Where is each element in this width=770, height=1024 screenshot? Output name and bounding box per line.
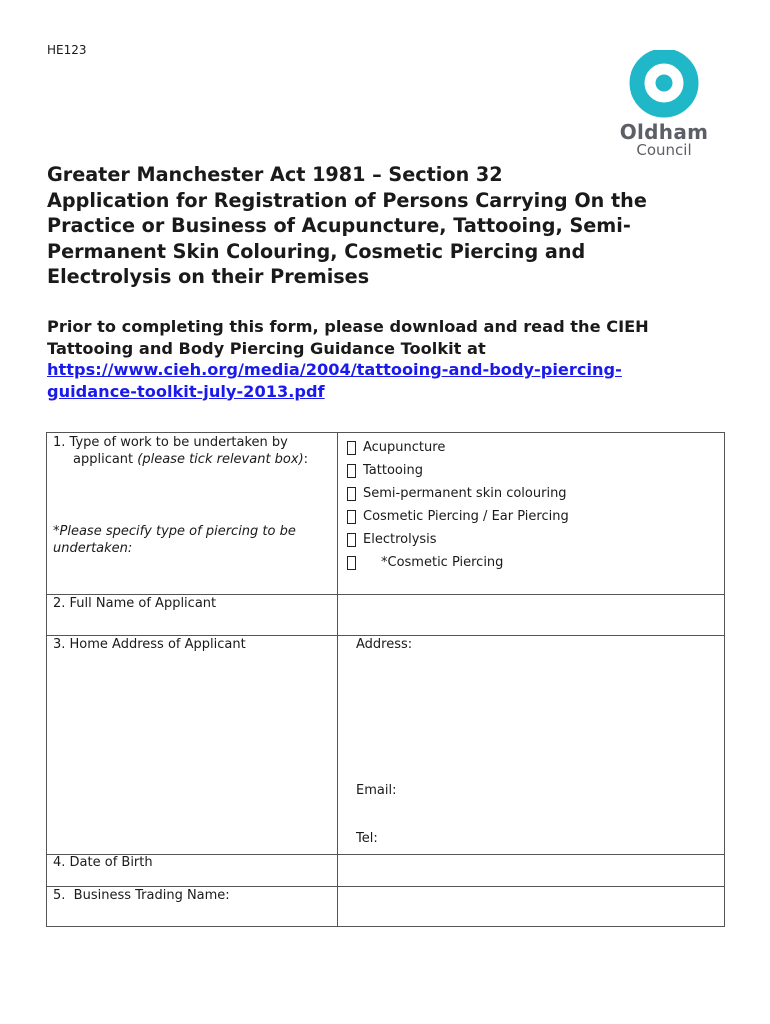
option-label: Semi-permanent skin colouring xyxy=(363,486,567,501)
q1-label-cell xyxy=(47,433,338,595)
q1-label-line2 xyxy=(53,451,337,468)
checkbox[interactable] xyxy=(347,556,356,570)
q5-label: 5. Business Trading Name: xyxy=(53,888,230,903)
title-line: Practice or Business of Acupuncture, Tattooing, Semi- xyxy=(47,214,631,237)
q5-label-cell xyxy=(47,887,338,927)
table-row xyxy=(47,855,725,887)
q4-label-cell xyxy=(47,855,338,887)
home-address-field[interactable] xyxy=(338,636,725,855)
toolkit-link[interactable]: https://www.cieh.org/media/2004/tattooing-and-body-piercing- xyxy=(47,360,622,379)
tel-label: Tel: xyxy=(356,831,378,846)
toolkit-link-cont[interactable]: guidance-toolkit-july-2013.pdf xyxy=(47,381,325,401)
option-semi-permanent[interactable] xyxy=(347,482,724,505)
q1-options-cell xyxy=(338,433,725,595)
logo-ring-icon xyxy=(612,50,716,120)
q1-note-line1: *Please specify type of piercing to be xyxy=(53,524,296,539)
q1-label-line1: 1. Type of work to be undertaken by xyxy=(53,435,288,450)
checkbox[interactable] xyxy=(347,533,356,547)
table-row xyxy=(47,887,725,927)
full-name-field[interactable] xyxy=(338,595,725,636)
checkbox[interactable] xyxy=(347,487,356,501)
q1-label-italic: (please tick relevant box) xyxy=(137,452,304,467)
table-row xyxy=(47,595,725,636)
option-label: *Cosmetic Piercing xyxy=(381,555,504,570)
q1-label-text: applicant xyxy=(73,452,138,467)
logo-sub: Council xyxy=(636,141,692,159)
intro-paragraph xyxy=(47,316,747,402)
intro-line: Tattooing and Body Piercing Guidance Toolkit at xyxy=(47,338,486,358)
option-cosmetic-piercing[interactable] xyxy=(347,551,724,574)
logo-name: Oldham xyxy=(619,120,709,144)
option-label: Cosmetic Piercing / Ear Piercing xyxy=(363,509,569,524)
oldham-council-logo xyxy=(612,50,716,160)
checkbox[interactable] xyxy=(347,441,356,455)
title-line: Application for Registration of Persons Carrying On the xyxy=(47,188,647,212)
option-label: Electrolysis xyxy=(363,532,437,547)
business-trading-name-field[interactable] xyxy=(338,887,725,927)
q3-label-cell xyxy=(47,636,338,855)
date-of-birth-field[interactable] xyxy=(338,855,725,887)
form-reference: HE123 xyxy=(47,43,87,57)
checkbox[interactable] xyxy=(347,510,356,524)
q1-note-line2: undertaken: xyxy=(53,541,133,556)
title-line: Electrolysis on their Premises xyxy=(47,265,370,288)
option-label: Acupuncture xyxy=(363,440,446,455)
option-acupuncture[interactable] xyxy=(347,436,724,459)
option-cosmetic-ear-piercing[interactable] xyxy=(347,505,724,528)
q4-label: 4. Date of Birth xyxy=(53,855,153,870)
application-form-table xyxy=(46,432,725,927)
q1-label-colon: : xyxy=(303,452,309,467)
address-label: Address: xyxy=(356,637,413,652)
title-line: Greater Manchester Act 1981 – Section 32 xyxy=(47,163,503,186)
page-title xyxy=(47,162,737,290)
email-label: Email: xyxy=(356,783,397,798)
table-row xyxy=(47,433,725,595)
option-tattooing[interactable] xyxy=(347,459,724,482)
table-row xyxy=(47,636,725,855)
title-line: Permanent Skin Colouring, Cosmetic Piercing and xyxy=(47,239,586,263)
intro-line: Prior to completing this form, please download and read the CIEH xyxy=(47,317,649,336)
q3-label: 3. Home Address of Applicant xyxy=(53,637,246,652)
option-electrolysis[interactable] xyxy=(347,528,724,551)
option-label: Tattooing xyxy=(363,463,423,478)
checkbox[interactable] xyxy=(347,464,356,478)
q2-label: 2. Full Name of Applicant xyxy=(53,596,217,611)
q2-label-cell xyxy=(47,595,338,636)
